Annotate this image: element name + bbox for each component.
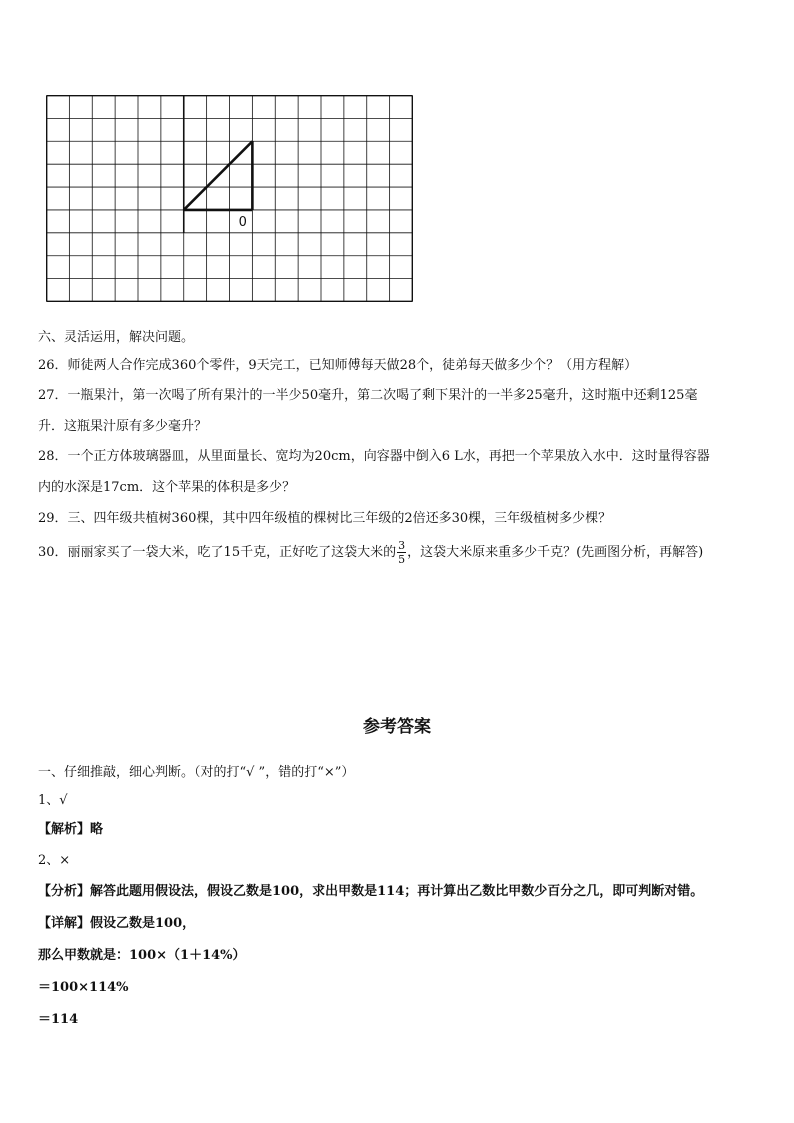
question-28-line2: 内的水深是17cm．这个苹果的体积是多少？ (38, 480, 296, 495)
fraction-numerator: 3 (398, 539, 406, 552)
question-28-line1: 28．一个正方体玻璃器皿，从里面量长、宽均为20cm，向容器中倒入6 L水，再把一个苹果放入水中．这时量得容器 (38, 449, 710, 464)
question-29: 29．三、四年级共植树360棵，其中四年级植的棵树比三年级的2倍还多30棵，三年级植树多少棵？ (38, 511, 612, 526)
question-27-line2: 升．这瓶果汁原有多少毫升？ (38, 419, 208, 434)
answer-1-analysis: 【解析】略 (38, 822, 104, 837)
triangle-hypotenuse (184, 141, 253, 210)
answer-2-analysis: 【分析】解答此题用假设法，假设乙数是100，求出甲数是114；再计算出乙数比甲数少百分之几，即可判断对错。 (38, 884, 704, 899)
origin-label: 0 (238, 214, 247, 230)
fraction-three-fifths (397, 539, 406, 566)
answer-2-step1: 那么甲数就是：100×（1＋14%） (38, 948, 246, 963)
answers-title: 参考答案 (363, 717, 431, 737)
answers-section1-heading: 一、仔细推敲，细心判断。（对的打“√ ”，错的打“×”） (38, 765, 355, 780)
section6-heading: 六、灵活运用，解决问题。 (38, 330, 195, 345)
question-30-text-before: 30．丽丽家买了一袋大米，吃了15千克，正好吃了这袋大米的 (38, 545, 397, 560)
fraction-denominator: 5 (398, 553, 406, 566)
coordinate-grid (46, 95, 413, 302)
question-27-line1: 27．一瓶果汁，第一次喝了所有果汁的一半少50毫升，第二次喝了剩下果汁的一半多25毫升，这时瓶中还剩125毫 (38, 388, 698, 403)
answer-2-detail: 【详解】假设乙数是100， (38, 916, 196, 931)
answer-1: 1、√ (38, 793, 68, 808)
grid-drawing (46, 95, 413, 302)
question-26: 26．师徒两人合作完成360个零件，9天完工，已知师傅每天做28个，徒弟每天做多少个？（用方程解） (38, 358, 638, 373)
question-30 (38, 539, 703, 566)
answer-2-step3: ＝114 (38, 1012, 79, 1027)
answer-2: 2、× (38, 853, 71, 868)
question-30-text-after: ，这袋大米原来重多少千克？(先画图分析，再解答) (407, 545, 704, 560)
answer-2-step2: ＝100×114% (38, 980, 129, 995)
